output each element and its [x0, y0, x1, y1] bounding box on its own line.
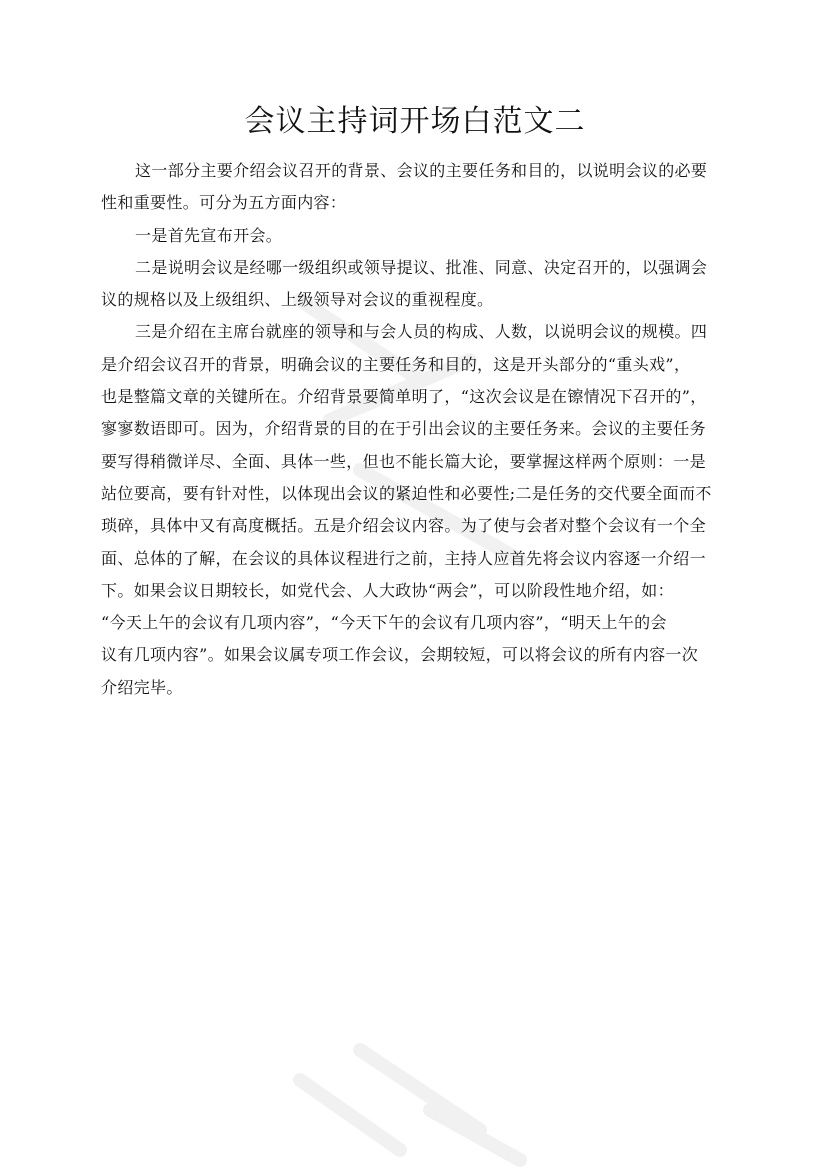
- paragraph-line: 要写得稍微详尽、全面、具体一些，但也不能长篇大论，要掌握这样两个原则：一是: [101, 451, 706, 471]
- paragraph-line: 面、总体的了解，在会议的具体议程进行之前，主持人应首先将会议内容逐一介绍一: [101, 548, 706, 568]
- paragraph-line: 是介绍会议召开的背景，明确会议的主要任务和目的，这是开头部分的“重头戏”，: [101, 354, 691, 374]
- paragraph-line: 站位要高，要有针对性，以体现出会议的紧迫性和必要性;二是任务的交代要全面而不: [101, 483, 712, 503]
- paragraph-line: 一是首先宣布开会。: [135, 225, 283, 245]
- paragraph-line: 性和重要性。可分为五方面内容：: [101, 193, 347, 213]
- paragraph-line: 琐碎，具体中又有高度概括。五是介绍会议内容。为了使与会者对整个会议有一个全: [101, 516, 706, 536]
- paragraph-line: 议的规格以及上级组织、上级领导对会议的重视程度。: [101, 290, 494, 310]
- paragraph-line: 二是说明会议是经哪一级组织或领导提议、批准、同意、决定召开的，以强调会: [135, 257, 708, 277]
- paragraph-line: 寥寥数语即可。因为，介绍背景的目的在于引出会议的主要任务来。会议的主要任务: [101, 419, 706, 439]
- paragraph-line: 也是整篇文章的关键所在。介绍背景要简单明了，“这次会议是在镲情况下召开的”，: [101, 387, 707, 407]
- paragraph-line: 下。如果会议日期较长，如党代会、人大政协“两会”，可以阶段性地介绍，如：: [101, 580, 674, 600]
- paragraph-line: “今天上午的会议有几项内容”，“今天下午的会议有几项内容”，“明天上午的会: [101, 613, 667, 633]
- paragraph-line: 议有几项内容”。如果会议属专项工作会议，会期较短，可以将会议的所有内容一次: [101, 645, 699, 665]
- paragraph-line: 三是介绍在主席台就座的领导和与会人员的构成、人数，以说明会议的规模。四: [135, 322, 708, 342]
- paragraph-line: 介绍完毕。: [101, 677, 183, 697]
- document-body: [101, 155, 731, 704]
- paragraph-line: 这一部分主要介绍会议召开的背景、会议的主要任务和目的，以说明会议的必要: [135, 161, 708, 180]
- document-title: 会议主持词开场白范文二: [244, 104, 586, 139]
